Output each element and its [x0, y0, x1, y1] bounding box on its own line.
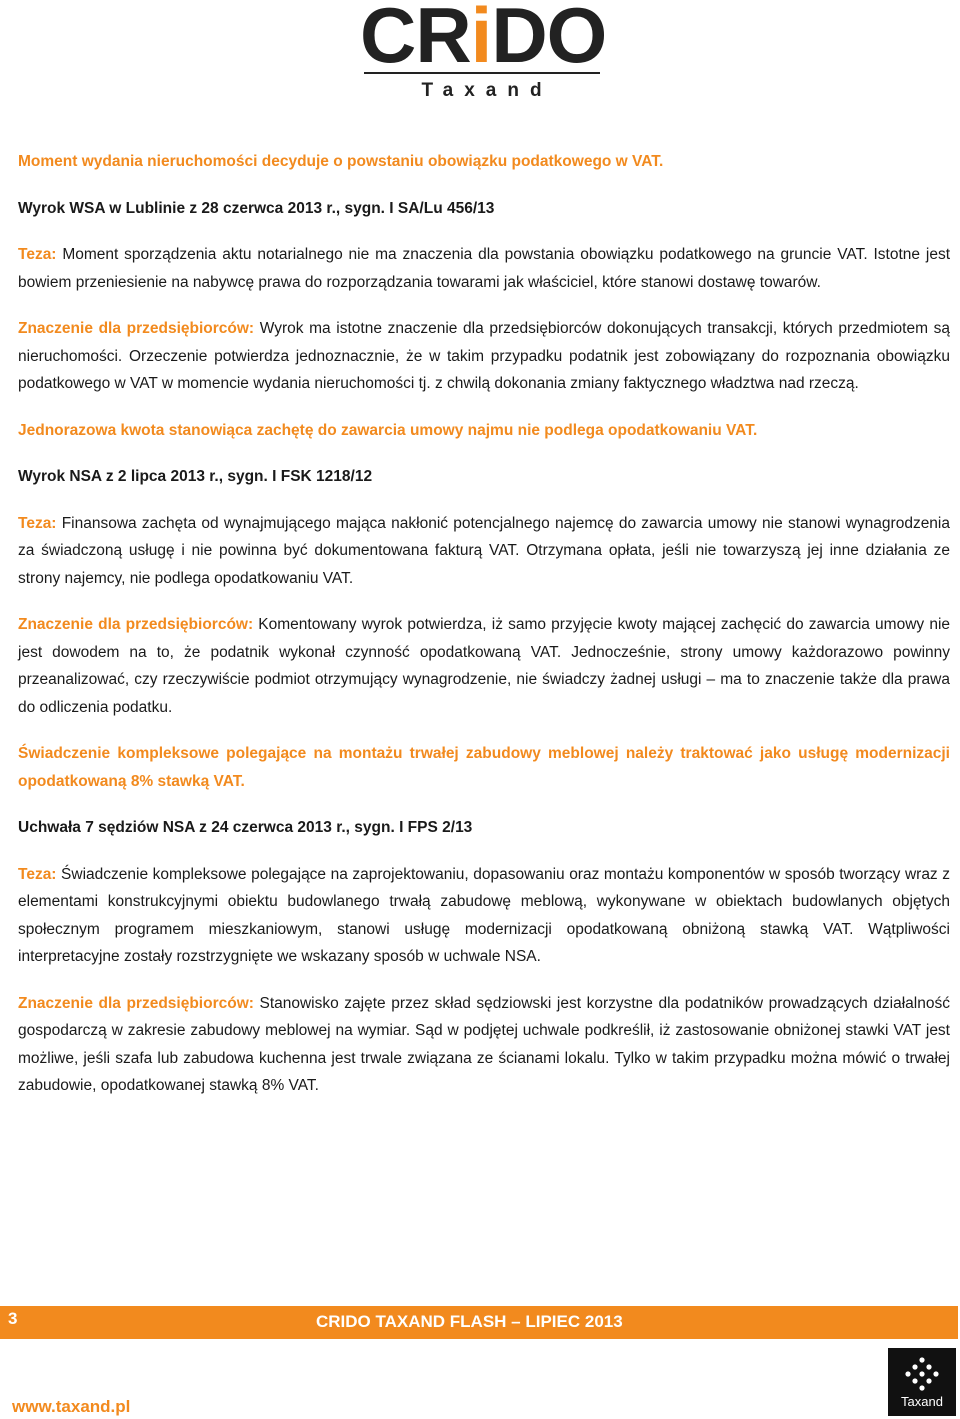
teza-paragraph [18, 861, 950, 971]
section-title: Świadczenie kompleksowe polegające na montażu trwałej zabudowy meblowej należy traktować jako usługę modernizacji opodatkowaną 8% stawką VAT. [18, 745, 950, 790]
teza-text: Moment sporządzenia aktu notarialnego nie ma znaczenia dla powstania obowiązku podatkowego na gruncie VAT. Istotne jest bowiem przeniesienie na nabywcę prawa do rozporządzania towarami jak właściciel, które stanowi dostawę towarów. [18, 246, 950, 291]
crido-logo [360, 0, 607, 101]
ruling-reference: Uchwała 7 sędziów NSA z 24 czerwca 2013 r., sygn. I FPS 2/13 [18, 819, 473, 836]
ruling-reference: Wyrok NSA z 2 lipca 2013 r., sygn. I FSK 1218/12 [18, 468, 373, 485]
teza-text: Świadczenie kompleksowe polegające na zaprojektowaniu, dopasowaniu oraz montażu komponentów w sposób tworzący wraz z elementami konstrukcyjnymi obiektu budowlanego trwałą zabudowę meblową, wykonywane w obiektach budowlanych objętych społecznym programem mieszkaniowym, stanowi usługę modernizacji opodatkowaną obniżoną stawką VAT. Wątpliwości interpretacyjne zostały rozstrzygnięte we wskazany sposób w uchwale NSA. [18, 865, 950, 965]
znaczenie-paragraph [18, 315, 950, 398]
znaczenie-label: Znaczenie dla przedsiębiorców: [18, 320, 255, 337]
logo-subtitle: Taxand [421, 80, 553, 101]
teza-text: Finansowa zachęta od wynajmującego mająca nakłonić potencjalnego najemcę do zawarcia umowy nie stanowi wynagrodzenia za świadczoną usługę i nie powinna być dokumentowana fakturą VAT. Otrzymana opłata, jeśli nie towarzyszą jej inne działania ze strony najemcy, nie podlega opodatkowaniu VAT. [18, 514, 950, 587]
section-title: Jednorazowa kwota stanowiąca zachętę do zawarcia umowy najmu nie podlega opodatkowaniu VAT. [18, 421, 758, 439]
znaczenie-text: Stanowisko zajęte przez skład sędziowski jest korzystne dla podatników prowadzących działalność gospodarczą w zakresie zabudowy meblowej na wymiar. Sąd w podjętej uchwale podkreślił, iż zastosowanie obniżonej stawki VAT jest możliwe, jeśli szafa lub zabudowa kuchenna jest trwale związana ze ścianami lokalu. Tylko w takim przypadku można mówić o trwałej zabudowie, opodatkowanej stawką 8% VAT. [18, 994, 950, 1094]
znaczenie-paragraph [18, 611, 950, 721]
teza-label: Teza: [18, 514, 57, 532]
article-body [18, 148, 950, 1100]
teza-label: Teza: [18, 246, 57, 263]
znaczenie-text: Wyrok ma istotne znaczenie dla przedsiębiorców dokonujących transakcji, których przedmiotem są nieruchomości. Orzeczenie potwierdza jednoznacznie, że w takim przypadku podatnik jest zobowiązany do rozpoznania obowiązku podatkowego w VAT w momencie wydania nieruchomości tj. z chwilą dokonania zmiany faktycznego władztwa nad rzeczą. [18, 320, 950, 392]
page-number: 3 [8, 1309, 18, 1328]
teza-paragraph [18, 241, 950, 296]
teza-label: Teza: [18, 865, 57, 883]
section-title: Moment wydania nieruchomości decyduje o powstaniu obowiązku podatkowego w VAT. [18, 153, 664, 170]
znaczenie-label: Znaczenie dla przedsiębiorców: [18, 616, 254, 633]
taxand-badge [888, 1348, 956, 1416]
taxand-dots-icon [904, 1356, 940, 1392]
logo-wordmark: CRiDO [360, 0, 607, 79]
website-link[interactable]: www.taxand.pl [12, 1397, 131, 1416]
znaczenie-label: Znaczenie dla przedsiębiorców: [18, 994, 254, 1012]
taxand-badge-label: Taxand [901, 1394, 943, 1409]
znaczenie-text: Komentowany wyrok potwierdza, iż samo przyjęcie kwoty mającej zachęcić do zawarcia umowy nie jest dowodem na to, że podatnik wykonał czynność opodatkowaną VAT. Jednocześnie, strony umowy każdorazowo powinny przeanalizować, czy rzeczywiście podmiot otrzymujący wynagrodzenie, nie świadczy żadnej usługi – ma to znaczenie także dla prawa do odliczenia podatku. [18, 616, 951, 716]
teza-paragraph [18, 510, 950, 593]
ruling-reference: Wyrok WSA w Lublinie z 28 czerwca 2013 r., sygn. I SA/Lu 456/13 [18, 199, 495, 217]
znaczenie-paragraph [18, 990, 950, 1100]
newsletter-title: CRIDO TAXAND FLASH – LIPIEC 2013 [316, 1312, 623, 1331]
